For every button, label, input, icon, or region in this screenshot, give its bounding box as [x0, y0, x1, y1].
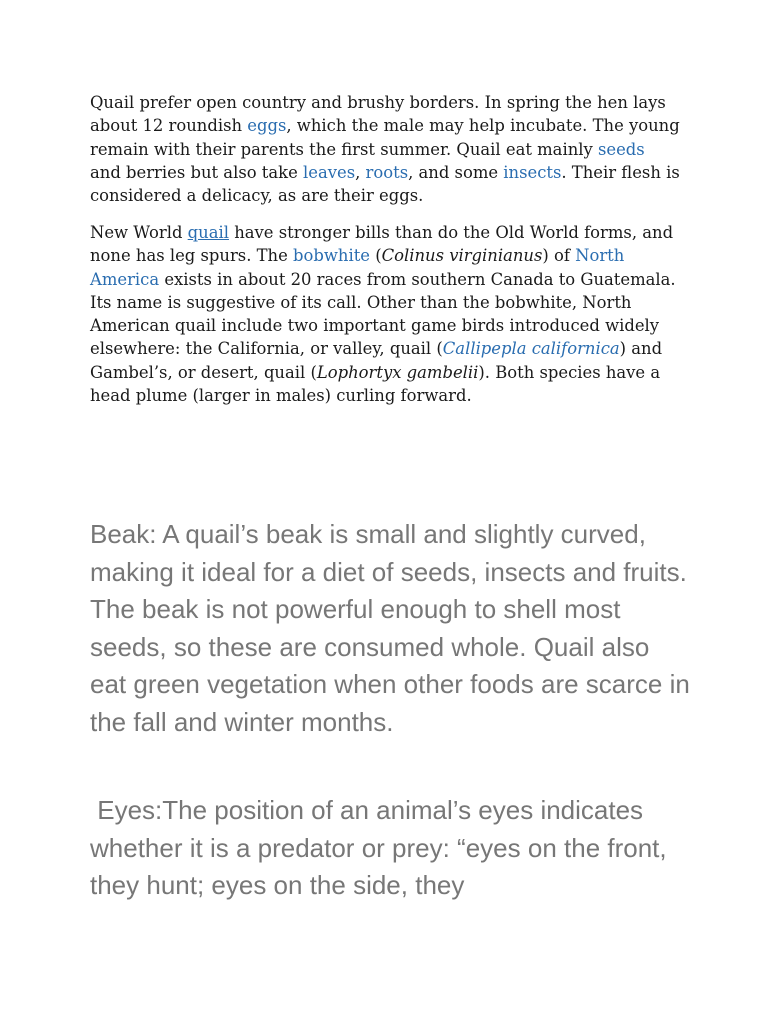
- text-run: ). Both species have a head plume (larger in males) curling forward.: [90, 362, 661, 406]
- text-run: (: [369, 246, 382, 266]
- text-run: , which the male may help incubate. The young remain with their parents the first summer. Quail eat mainly: [90, 116, 680, 159]
- link-seeds[interactable]: seeds: [597, 139, 645, 159]
- species-name-lophortyx: Lophortyx gambelii: [316, 362, 479, 382]
- paragraph-text: Eyes:The position of an animal’s eyes indicates whether it is a predator or prey: “eyes on the front, they hunt; eyes on the side, they: [90, 795, 674, 900]
- link-north-america[interactable]: North America: [90, 246, 625, 289]
- link-quail[interactable]: quail: [187, 223, 229, 242]
- text-run: , and some: [408, 162, 504, 182]
- text-run: ,: [355, 162, 366, 182]
- text-run: New World: [90, 223, 188, 242]
- text-run: . Their flesh is considered a delicacy, as are their eggs.: [90, 162, 680, 206]
- paragraph-text: [90, 221, 680, 407]
- text-run: Quail prefer open country and brushy borders. In spring the hen lays about 12 roundish: [90, 93, 666, 136]
- link-leaves[interactable]: leaves: [303, 162, 356, 182]
- text-run: exists in about 20 races from southern Canada to Guatemala. Its name is suggestive of its call. Other than the bobwhite, North American quail include two important game birds introduced widely elsewhere: the California, or valley, quail (: [90, 269, 676, 359]
- link-insects[interactable]: insects: [503, 162, 562, 182]
- text-run: and berries but also take: [90, 162, 304, 182]
- new-world-quail-paragraph: [90, 221, 680, 407]
- link-roots[interactable]: roots: [365, 162, 409, 182]
- beak-paragraph: [90, 516, 690, 741]
- text-run: ) of: [542, 246, 576, 266]
- quail-habitat-paragraph: [90, 91, 680, 207]
- link-callipepla-californica[interactable]: Callipepla californica: [442, 339, 620, 359]
- species-name-colinus: Colinus virginianus: [381, 246, 543, 266]
- text-run: ) and Gambel’s, or desert, quail (: [90, 339, 663, 382]
- eyes-paragraph: [90, 792, 690, 905]
- text-run: have stronger bills than do the Old World forms, and none has leg spurs. The: [90, 223, 674, 266]
- link-eggs[interactable]: eggs: [247, 116, 287, 136]
- paragraph-text: [90, 91, 680, 207]
- paragraph-text: Beak: A quail’s beak is small and slightly curved, making it ideal for a diet of seeds, insects and fruits. The beak is not powerful enough to shell most seeds, so these are consumed whole. Quail also eat green vegetation when other foods are scarce in the fall and winter months.: [90, 519, 690, 737]
- link-bobwhite[interactable]: bobwhite: [293, 246, 370, 266]
